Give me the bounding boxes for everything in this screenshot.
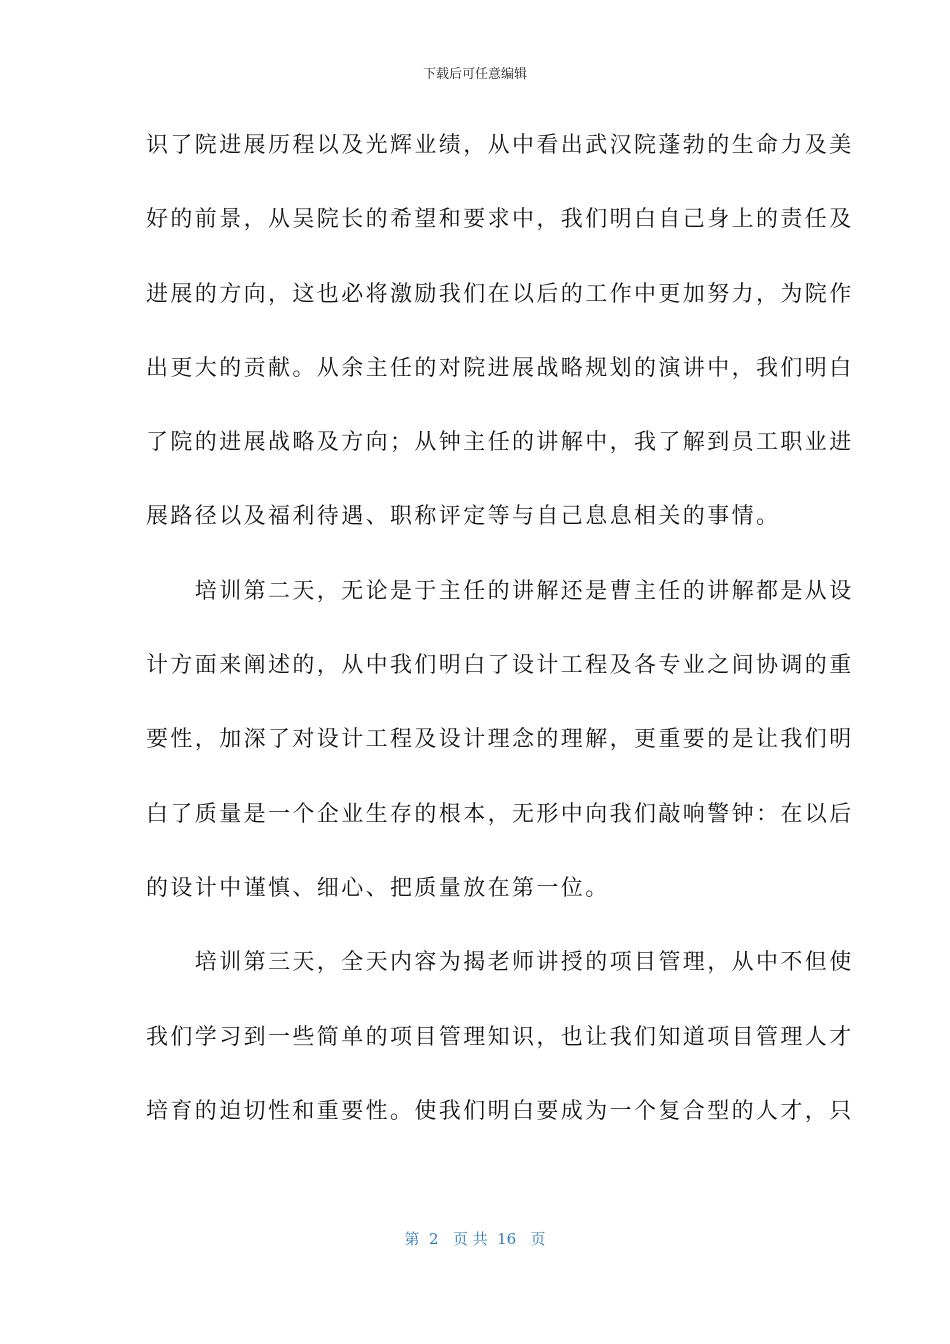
page-number-footer: 第 2 页 共 16 页: [404, 1230, 546, 1248]
text-line: 培育的迫切性和重要性。使我们明白要成为一个复合型的人才，只: [146, 1098, 854, 1124]
text-line: 进展的方向，这也必将激励我们在以后的工作中更加努力，为院作: [146, 281, 854, 307]
text-line: 培训第二天，无论是于主任的讲解还是曹主任的讲解都是从设: [146, 578, 854, 604]
text-line: 白了质量是一个企业生存的根本，无形中向我们敲响警钟：在以后: [146, 801, 854, 827]
document-body: [146, 126, 854, 1166]
text-line: 要性，加深了对设计工程及设计理念的理解，更重要的是让我们明: [146, 727, 854, 753]
text-line: 识了院进展历程以及光辉业绩，从中看出武汉院蓬勃的生命力及美: [146, 133, 854, 158]
text-line: 出更大的贡献。从余主任的对院进展战略规划的演讲中，我们明白: [146, 355, 854, 381]
text-line: 计方面来阐述的，从中我们明白了设计工程及各专业之间协调的重: [146, 653, 854, 679]
text-line: 了院的进展战略及方向；从钟主任的讲解中，我了解到员工职业进: [146, 430, 854, 456]
page-header: 下载后可任意编辑: [422, 67, 527, 82]
text-line: 的设计中谨慎、细心、把质量放在第一位。: [146, 875, 610, 901]
text-line: 好的前景，从吴院长的希望和要求中，我们明白自己身上的责任及: [146, 207, 854, 233]
text-line: 展路径以及福利待遇、职称评定等与自己息息相关的事情。: [146, 504, 781, 530]
text-line: 我们学习到一些简单的项目管理知识，也让我们知道项目管理人才: [146, 1024, 854, 1050]
text-line: 培训第三天，全天内容为揭老师讲授的项目管理，从中不但使: [146, 950, 854, 976]
